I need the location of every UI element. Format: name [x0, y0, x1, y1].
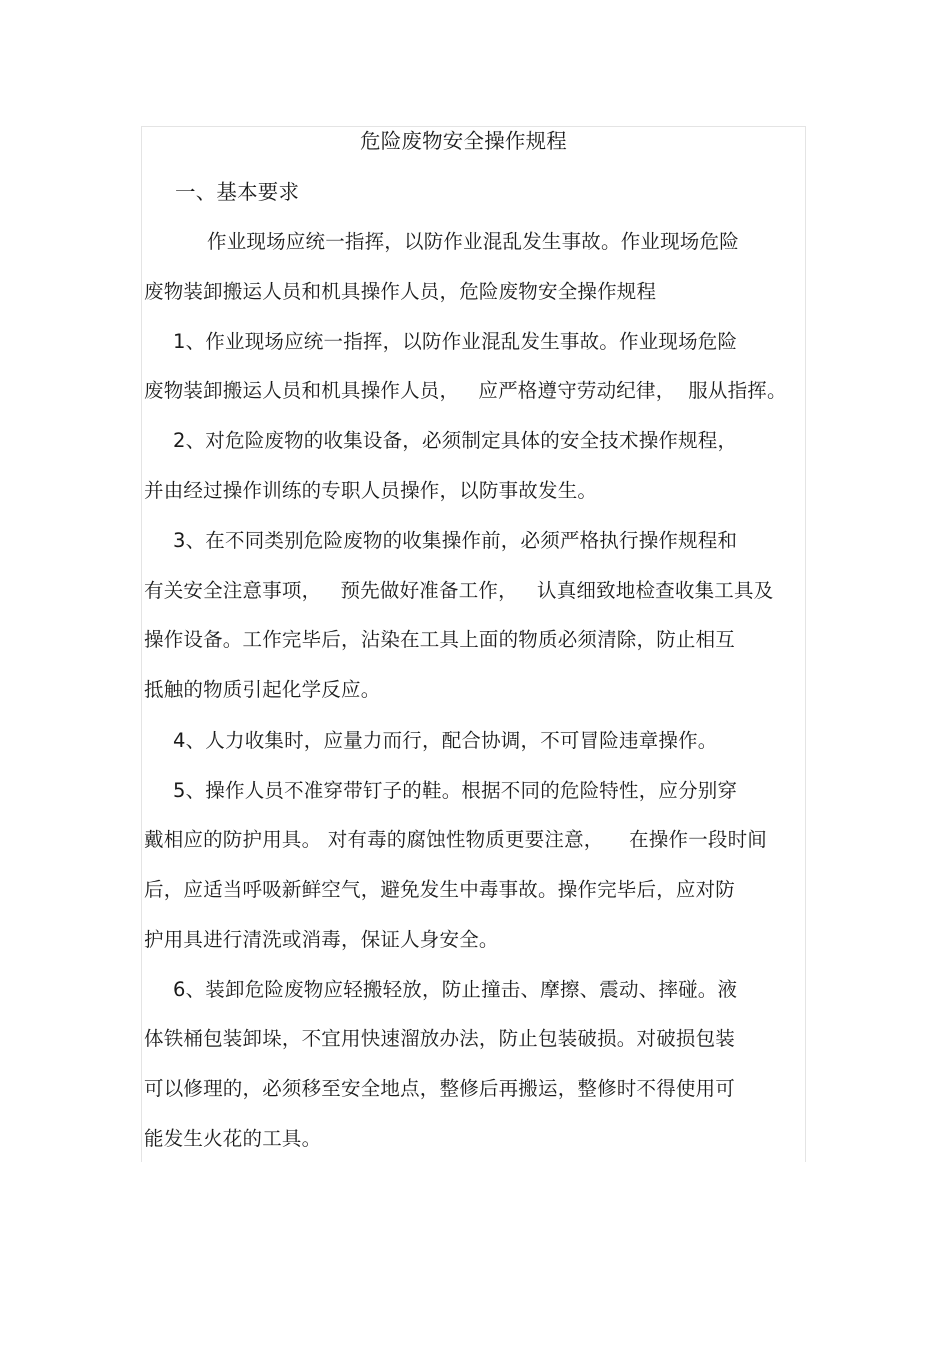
body-line: 6、装卸危险废物应轻搬轻放，防止撞击、摩擦、震动、摔碰。液 [173, 978, 738, 1001]
body-line: 废物装卸搬运人员和机具操作人员， 应严格遵守劳动纪律， 服从指挥。 [144, 379, 787, 402]
body-line: 体铁桶包装卸垛，不宜用快速溜放办法，防止包装破损。对破损包装 [144, 1027, 736, 1050]
body-line: 后，应适当呼吸新鲜空气，避免发生中毒事故。操作完毕后，应对防 [144, 878, 736, 901]
body-line: 抵触的物质引起化学反应。 [144, 678, 381, 701]
body-line: 并由经过操作训练的专职人员操作，以防事故发生。 [144, 479, 598, 502]
body-line: 有关安全注意事项， 预先做好准备工作， 认真细致地检查收集工具及 [144, 579, 774, 602]
body-line: 作业现场应统一指挥，以防作业混乱发生事故。作业现场危险 [207, 230, 739, 253]
body-line: 4、人力收集时，应量力而行，配合协调，不可冒险违章操作。 [173, 729, 718, 752]
body-line: 能发生火花的工具。 [144, 1127, 322, 1150]
document-title: 危险废物安全操作规程 [360, 129, 567, 153]
body-line: 可以修理的，必须移至安全地点，整修后再搬运，整修时不得使用可 [144, 1077, 736, 1100]
body-line: 3、在不同类别危险废物的收集操作前，必须严格执行操作规程和 [173, 529, 738, 552]
section-heading: 一、基本要求 [175, 180, 300, 204]
body-line: 2、对危险废物的收集设备，必须制定具体的安全技术操作规程， [173, 429, 738, 452]
body-line: 废物装卸搬运人员和机具操作人员，危险废物安全操作规程 [144, 280, 657, 303]
body-line: 护用具进行清洗或消毒，保证人身安全。 [144, 928, 499, 951]
body-line: 操作设备。工作完毕后，沾染在工具上面的物质必须清除，防止相互 [144, 628, 736, 651]
body-line: 1、作业现场应统一指挥，以防作业混乱发生事故。作业现场危险 [173, 330, 738, 353]
body-line: 戴相应的防护用具。 对有毒的腐蚀性物质更要注意， 在操作一段时间 [144, 828, 767, 851]
body-line: 5、操作人员不准穿带钉子的鞋。根据不同的危险特性，应分别穿 [173, 779, 738, 802]
